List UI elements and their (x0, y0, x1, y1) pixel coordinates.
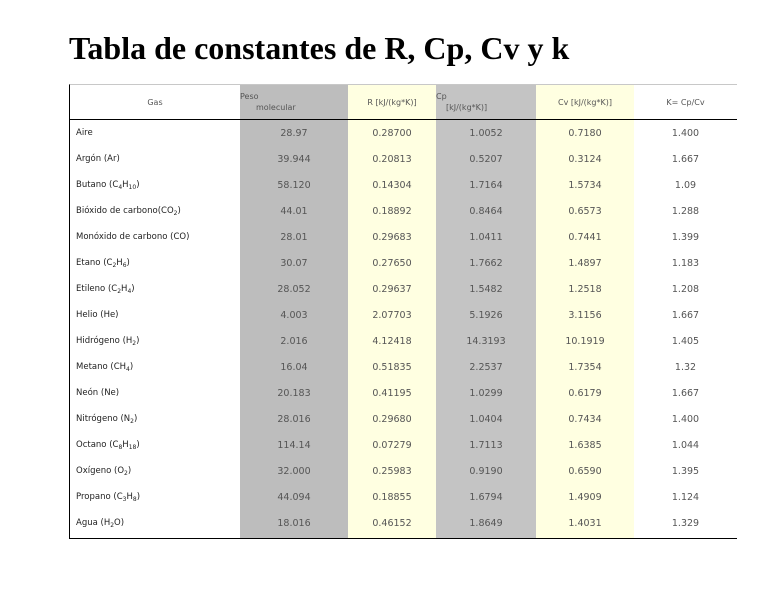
cp-value-cell: 1.7662 (469, 257, 503, 269)
header-k: K= Cp/Cv (634, 85, 737, 120)
k-value-cell: 1.183 (671, 257, 700, 269)
k-value-cell: 1.09 (674, 179, 697, 191)
header-peso-molecular (240, 85, 348, 120)
gas-name-cell: Butano $(C_4H_{10})$ (76, 180, 140, 191)
k-value-cell: 1.400 (671, 127, 700, 139)
peso-molecular-cell: 58.120 (277, 179, 311, 191)
cp-value-cell: 1.8649 (469, 517, 503, 529)
header-cv: Cv [kJ/(kg*K)] (536, 85, 634, 120)
header-cp-line2: [kJ/(kg*K)] (446, 103, 488, 112)
peso-molecular-cell: 16.04 (280, 361, 308, 373)
cp-value-cell: 1.5482 (469, 283, 503, 295)
r-value-cell: 0.07279 (372, 439, 412, 451)
peso-molecular-cell: 44.01 (280, 205, 308, 217)
cv-value-cell: 1.4909 (568, 491, 602, 503)
table-row (70, 432, 737, 458)
table-row (70, 120, 737, 147)
k-value-cell: 1.044 (671, 439, 700, 451)
cv-value-cell: 1.2518 (568, 283, 602, 295)
header-cp (436, 85, 536, 120)
k-value-cell: 1.667 (671, 309, 700, 321)
cv-value-cell: 0.3124 (568, 153, 602, 165)
peso-molecular-cell: 32.000 (277, 465, 311, 477)
peso-molecular-cell: 44.094 (277, 491, 311, 503)
cv-value-cell: 1.5734 (568, 179, 602, 191)
peso-molecular-cell: 30.07 (280, 257, 308, 269)
r-value-cell: 0.18892 (372, 205, 412, 217)
peso-molecular-cell: 114.14 (277, 439, 311, 451)
r-value-cell: 0.29680 (372, 413, 412, 425)
peso-molecular-cell: 28.01 (280, 231, 308, 243)
r-value-cell: 0.29683 (372, 231, 412, 243)
table-row (70, 380, 737, 406)
peso-molecular-cell: 18.016 (277, 517, 311, 529)
table-row (70, 458, 737, 484)
peso-molecular-cell: 28.052 (277, 283, 311, 295)
table-row (70, 224, 737, 250)
cv-value-cell: 0.7180 (568, 127, 602, 139)
cv-value-cell: 0.6590 (568, 465, 602, 477)
gas-name-cell: Etano $(C_2H_6)$ (76, 258, 130, 269)
r-value-cell: 0.20813 (372, 153, 412, 165)
gas-name-cell: Propano $(C_3H_8)$ (76, 492, 141, 503)
k-value-cell: 1.667 (671, 153, 700, 165)
r-value-cell: 0.41195 (372, 387, 412, 399)
k-value-cell: 1.329 (671, 517, 700, 529)
r-value-cell: 0.28700 (372, 127, 412, 139)
table-row (70, 510, 737, 536)
table-header-row (70, 85, 737, 120)
cv-value-cell: 10.1919 (565, 335, 605, 347)
header-gas: Gas (70, 85, 240, 120)
r-value-cell: 0.46152 (372, 517, 412, 529)
r-value-cell: 0.25983 (372, 465, 412, 477)
k-value-cell: 1.405 (671, 335, 700, 347)
table-row (70, 406, 737, 432)
peso-molecular-cell: 39.944 (277, 153, 311, 165)
page-title: Tabla de constantes de R, Cp, Cv y k (69, 30, 570, 66)
gas-name-cell: Metano $(CH_4)$ (76, 362, 134, 373)
peso-molecular-cell: 2.016 (280, 335, 308, 347)
table-row (70, 302, 737, 328)
gas-name-cell: Oxígeno $(O_2)$ (76, 466, 132, 477)
table-row (70, 250, 737, 276)
cv-value-cell: 0.7434 (568, 413, 602, 425)
cp-value-cell: 0.8464 (469, 205, 503, 217)
cp-value-cell: 2.2537 (469, 361, 503, 373)
r-value-cell: 0.29637 (372, 283, 412, 295)
cv-value-cell: 1.7354 (568, 361, 602, 373)
table-row (70, 172, 737, 198)
k-value-cell: 1.667 (671, 387, 700, 399)
r-value-cell: 4.12418 (372, 335, 412, 347)
k-value-cell: 1.288 (671, 205, 700, 217)
cp-value-cell: 1.0299 (469, 387, 503, 399)
k-value-cell: 1.400 (671, 413, 700, 425)
gas-name-cell: Octano $(C_8H_{18})$ (76, 440, 140, 451)
r-value-cell: 0.18855 (372, 491, 412, 503)
cv-value-cell: 1.6385 (568, 439, 602, 451)
cv-value-cell: 1.4897 (568, 257, 602, 269)
k-value-cell: 1.395 (671, 465, 700, 477)
gas-name-cell: Hidrógeno $(H_2)$ (76, 336, 140, 347)
constants-table-frame (69, 84, 737, 539)
gas-name-cell: Helio (He) (76, 310, 119, 320)
cp-value-cell: 1.0052 (469, 127, 503, 139)
header-cp-line1: Cp (436, 92, 447, 101)
gas-name-cell: Bióxido de $carbono(CO_2)$ (76, 206, 181, 217)
cp-value-cell: 5.1926 (469, 309, 503, 321)
cp-value-cell: 0.9190 (469, 465, 503, 477)
cp-value-cell: 1.0411 (469, 231, 503, 243)
peso-molecular-cell: 28.97 (280, 127, 308, 139)
k-value-cell: 1.399 (671, 231, 700, 243)
table-row (70, 484, 737, 510)
cv-value-cell: 0.6573 (568, 205, 602, 217)
gas-name-cell: Agua $(H_2O)$ (76, 518, 125, 529)
gas-name-cell: Etileno $(C_2H_4)$ (76, 284, 135, 295)
table-row (70, 328, 737, 354)
gas-name-cell: Neón (Ne) (76, 388, 120, 398)
r-value-cell: 0.14304 (372, 179, 412, 191)
table-row (70, 146, 737, 172)
peso-molecular-cell: 4.003 (280, 309, 308, 321)
table-row (70, 354, 737, 380)
k-value-cell: 1.124 (671, 491, 700, 503)
cv-value-cell: 3.1156 (568, 309, 602, 321)
gas-name-cell: Monóxido de carbono (CO) (76, 232, 190, 242)
constants-table (70, 85, 737, 536)
cp-value-cell: 1.7113 (469, 439, 503, 451)
gas-name-cell: Nitrógeno $(N_2)$ (76, 414, 138, 425)
k-value-cell: 1.208 (671, 283, 700, 295)
r-value-cell: 0.51835 (372, 361, 412, 373)
cv-value-cell: 0.6179 (568, 387, 602, 399)
gas-name-cell: Aire (76, 128, 93, 138)
cv-value-cell: 1.4031 (568, 517, 602, 529)
cp-value-cell: 1.7164 (469, 179, 503, 191)
k-value-cell: 1.32 (674, 361, 697, 373)
header-peso-line1: Peso (240, 92, 259, 101)
cp-value-cell: 14.3193 (466, 335, 506, 347)
cp-value-cell: 0.5207 (469, 153, 503, 165)
cp-value-cell: 1.0404 (469, 413, 503, 425)
header-peso-line2: molecular (256, 103, 296, 112)
cp-value-cell: 1.6794 (469, 491, 503, 503)
header-r: R [kJ/(kg*K)] (348, 85, 436, 120)
gas-name-cell: Argón (Ar) (76, 154, 120, 164)
peso-molecular-cell: 20.183 (277, 387, 311, 399)
cv-value-cell: 0.7441 (568, 231, 602, 243)
table-row (70, 198, 737, 224)
peso-molecular-cell: 28.016 (277, 413, 311, 425)
r-value-cell: 0.27650 (372, 257, 412, 269)
table-row (70, 276, 737, 302)
r-value-cell: 2.07703 (372, 309, 412, 321)
